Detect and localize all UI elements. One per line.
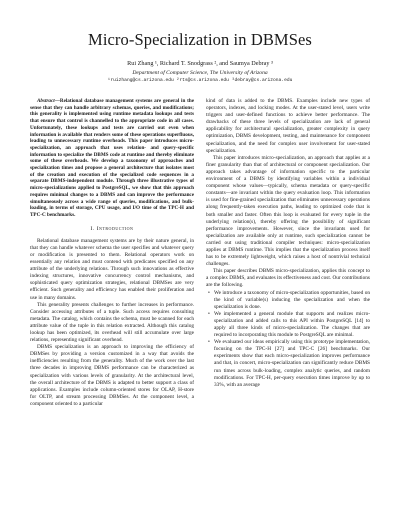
list-item: • We evaluated our ideas empirically using this prototype implementation, focusing on the TPC-H [27] and TPC-C [26] benchmarks. Our experiments show that each micro-specialization improves performance and that, in concert, micro-specialization can significantly reduce DBMS run times across bulk-loading, complex analytic queries, and random modifications. For TPC-H, per-query execution times improve by up to 33%, with an average	[214, 339, 370, 389]
paper-title: Micro-Specialization in DBMSes	[88, 30, 312, 49]
intro-paragraph-2: This generality presents challenges to further increases in performance. Consider accessing attributes of a tuple. Such access requires consulting metadata. The catalog, which contains the schema, must be scanned for each attribute value of the tuple in this relation extracted. Although this catalog lookup has been optimized, its overhead will still accumulate over large relations, representing significant overhead.	[30, 301, 194, 344]
list-item: • We implemented a general module that supports and realizes micro-specialization and added calls to this API within PostgreSQL [14] to apply all three kinds of micro-specialization. The changes that are required to incorporating this module to PostgreSQL are minimal.	[214, 311, 370, 339]
abstract-text: —Relational database management systems are general in the sense that they can handle arbitrary schemas, queries, and modifications; this generality is implemented using runtime metadata lookups and tests that ensure that control is channelled to the appropriate code in all cases. Unfortunately, these lookups and tests are carried out even when information is available that renders some of these operations superfluous, leading to unnecessary runtime overheads. This paper introduces micro-specialization, an approach that uses relation- and query-specific information to specialize the DBMS code at runtime and thereby eliminate some of these overheads. We develop a taxonomy of approaches and specialization times and propose a general architecture that isolates most of the creation and execution of the specialized code sequences in a separate DBMS-independent module. Through three illustrative types of micro-specializations applied to PostgreSQL, we show that this approach requires minimal changes to a DBMS and can improve the performance simultaneously across a wide range of queries, modifications, and bulk-loading, in terms of storage, CPU usage, and I/O time of the TPC-H and TPC-C benchmarks.	[30, 98, 194, 218]
list-item: • We introduce a taxonomy of micro-specialization opportunities, based on the kind of variable(s) inducing the specialization and when the specialization is done.	[214, 290, 370, 311]
intro-paragraph-6: This paper describes DBMS micro-specialization, applies this concept to a complex DBMS, and evaluates its effectiveness and cost. Our contributions are the following.	[206, 268, 370, 289]
author-list: Rui Zhang ¹, Richard T. Snodgrass ², and Saumya Debray ³	[127, 60, 273, 67]
section-heading-introduction: I. Introduction	[90, 225, 134, 232]
author-emails: ¹ruizhang@cs.arizona.edu ²rts@cs.arizona.edu ³debray@cs.arizona.edu	[107, 78, 293, 83]
left-column	[30, 98, 194, 510]
intro-paragraph-1: Relational database management systems are by their nature general, in that they can handle whatever schema the user specifies and whatever query or modification is presented to them. Relational operators work on essentially any relation and must contend with predicates specified on any attribute of the underlying relations. Through such innovations as effective indexing structures, innovative concurrency control mechanisms, and sophisticated query optimization strategies, relational DBMSes are very efficient. Such generality and efficiency has enabled their proliferation and use in many domains.	[30, 237, 194, 301]
intro-paragraph-5: This paper introduces micro-specialization, an approach that applies at a finer granularity than that of architectural or component specialization. Our approach takes advantage of information specific to the particular environment of a DBMS by identifying variables within a individual component whose values—typically, schema metadata or query-specific constants—are invariant within the query evaluation loop. This information is used for fine-grained specialization that eliminates unnecessary operations along frequently-taken execution paths, leading to optimized code that is both smaller and faster. Often this loop is evaluated for every tuple in the underlying relation(s), thereby offering the possibility of significant performance improvements. However, since the invariants used for specialization are available only at runtime, such specialization cannot be carried out using traditional compiler techniques: micro-specialization applies at DBMS runtime. This implies that the specialization process itself has to be extremely lightweight, which raises a host of nontrivial technical challenges.	[206, 154, 370, 268]
affiliation: Department of Computer Science, The University of Arizona	[132, 70, 268, 76]
contribution-list	[206, 290, 370, 389]
intro-paragraph-4: kind of data is added to the DBMS. Examples include new types of operators, indexes, and locking modes. At the user-stated level, users write triggers and user-defined functions to achieve better performance. The drawbacks of these three levels of specialization are lack of general applicability for architectural specialization, greater complexity in query optimization, DBMS development, testing, and maintenance for component specialization, and the need for complex user involvement for user-stated specialization.	[206, 98, 370, 154]
abstract-lead: Abstract	[37, 98, 55, 104]
right-column	[206, 98, 370, 510]
intro-paragraph-3: DBMS specialization is an approach to improving the efficiency of DBMSes by providing a version customized in a way that avoids the inefficiencies resulting from the generality. Much of the work over the last three decades in improving DBMS performance can be characterized as specialization with various levels of granularity. At the architectural level, the overall architecture of the DBMS is adapted to better support a class of applications. Examples include column-oriented stores for OLAP, H-store for OLTP, and stream processing DBMSes. At the component level, a component oriented to a particular	[30, 344, 194, 407]
abstract	[30, 98, 194, 219]
